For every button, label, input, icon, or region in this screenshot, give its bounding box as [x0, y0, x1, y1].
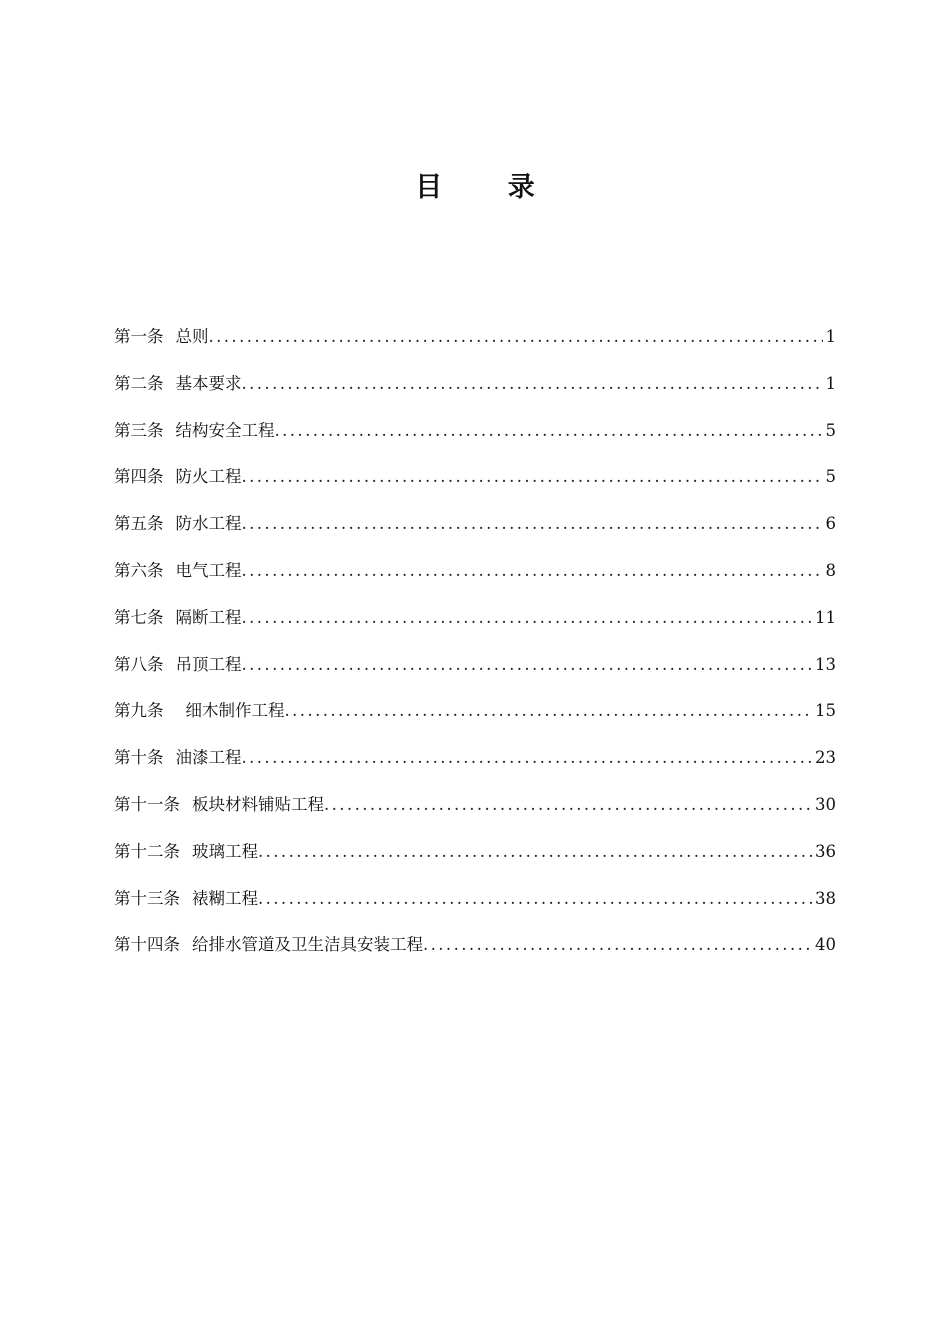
toc-entry-number: 第四条: [114, 467, 164, 487]
toc-entry-title: 结构安全工程: [175, 420, 275, 440]
toc-entry-1[interactable]: [114, 322, 836, 369]
toc-dot-leader: [242, 650, 813, 680]
toc-entry-number: 第六条: [114, 560, 164, 580]
toc-entry-number: 第三条: [114, 420, 164, 440]
toc-entry-12[interactable]: [114, 837, 836, 884]
toc-entry-10[interactable]: [114, 743, 836, 790]
toc-entry-3[interactable]: [114, 416, 836, 463]
toc-entry-number: 第十四条: [114, 935, 180, 955]
toc-entry-title: 总则: [175, 327, 209, 346]
toc-entry-title: 裱糊工程: [192, 888, 258, 908]
toc-dot-leader: [209, 322, 823, 352]
toc-entry-8[interactable]: [114, 650, 836, 697]
toc-entry-page: 5: [825, 420, 836, 440]
toc-dot-leader: [242, 369, 823, 399]
toc-dot-leader: [242, 603, 813, 633]
toc-entry-title: 玻璃工程: [192, 841, 258, 861]
toc-entry-number: 第二条: [114, 373, 164, 393]
toc-dot-leader: [242, 556, 823, 586]
toc-dot-leader: [258, 837, 812, 867]
toc-entry-13[interactable]: [114, 884, 836, 931]
toc-entry-page: 23: [815, 748, 836, 768]
toc-entry-7[interactable]: [114, 603, 836, 650]
toc-entry-page: 38: [815, 888, 836, 908]
toc-dot-leader: [324, 790, 812, 820]
toc-entry-6[interactable]: [114, 556, 836, 603]
toc-entry-title: 电气工程: [175, 560, 242, 580]
toc-dot-leader: [423, 930, 812, 960]
toc-entry-number: 第九条: [114, 701, 164, 721]
toc-entry-title: 细木制作工程: [185, 701, 285, 721]
toc-entry-2[interactable]: [114, 369, 836, 416]
table-of-contents: [114, 322, 836, 977]
toc-dot-leader: [285, 696, 813, 726]
toc-entry-title: 隔断工程: [175, 607, 242, 627]
toc-entry-page: 40: [815, 935, 836, 955]
toc-entry-title: 板块材料铺贴工程: [192, 794, 324, 814]
toc-entry-number: 第十条: [114, 748, 164, 768]
toc-entry-title: 油漆工程: [175, 748, 242, 768]
toc-dot-leader: [242, 462, 823, 492]
toc-entry-page: 36: [815, 841, 836, 861]
toc-dot-leader: [242, 509, 823, 539]
toc-entry-title: 给排水管道及卫生洁具安装工程: [192, 935, 423, 955]
toc-entry-11[interactable]: [114, 790, 836, 837]
toc-dot-leader: [242, 743, 813, 773]
page-title: 目 录: [415, 172, 563, 203]
toc-entry-number: 第十一条: [114, 794, 180, 814]
toc-entry-page: 15: [815, 701, 836, 721]
toc-entry-number: 第一条: [114, 327, 164, 346]
toc-entry-title: 防水工程: [175, 514, 242, 534]
toc-entry-number: 第七条: [114, 607, 164, 627]
toc-entry-9[interactable]: [114, 696, 836, 743]
toc-entry-page: 5: [825, 467, 836, 487]
toc-entry-number: 第十三条: [114, 888, 180, 908]
toc-entry-page: 13: [815, 654, 836, 674]
toc-entry-title: 基本要求: [175, 373, 242, 393]
toc-entry-number: 第五条: [114, 514, 164, 534]
toc-dot-leader: [258, 884, 812, 914]
toc-entry-page: 1: [825, 327, 836, 346]
toc-entry-14[interactable]: [114, 930, 836, 977]
toc-entry-page: 6: [825, 514, 836, 534]
toc-entry-page: 8: [825, 560, 836, 580]
toc-entry-number: 第八条: [114, 654, 164, 674]
toc-dot-leader: [275, 416, 823, 446]
toc-entry-4[interactable]: [114, 462, 836, 509]
toc-entry-page: 1: [825, 373, 836, 393]
toc-entry-number: 第十二条: [114, 841, 180, 861]
toc-entry-5[interactable]: [114, 509, 836, 556]
toc-entry-title: 防火工程: [175, 467, 242, 487]
toc-entry-page: 30: [815, 794, 836, 814]
toc-entry-page: 11: [815, 607, 836, 627]
toc-entry-title: 吊顶工程: [175, 654, 242, 674]
